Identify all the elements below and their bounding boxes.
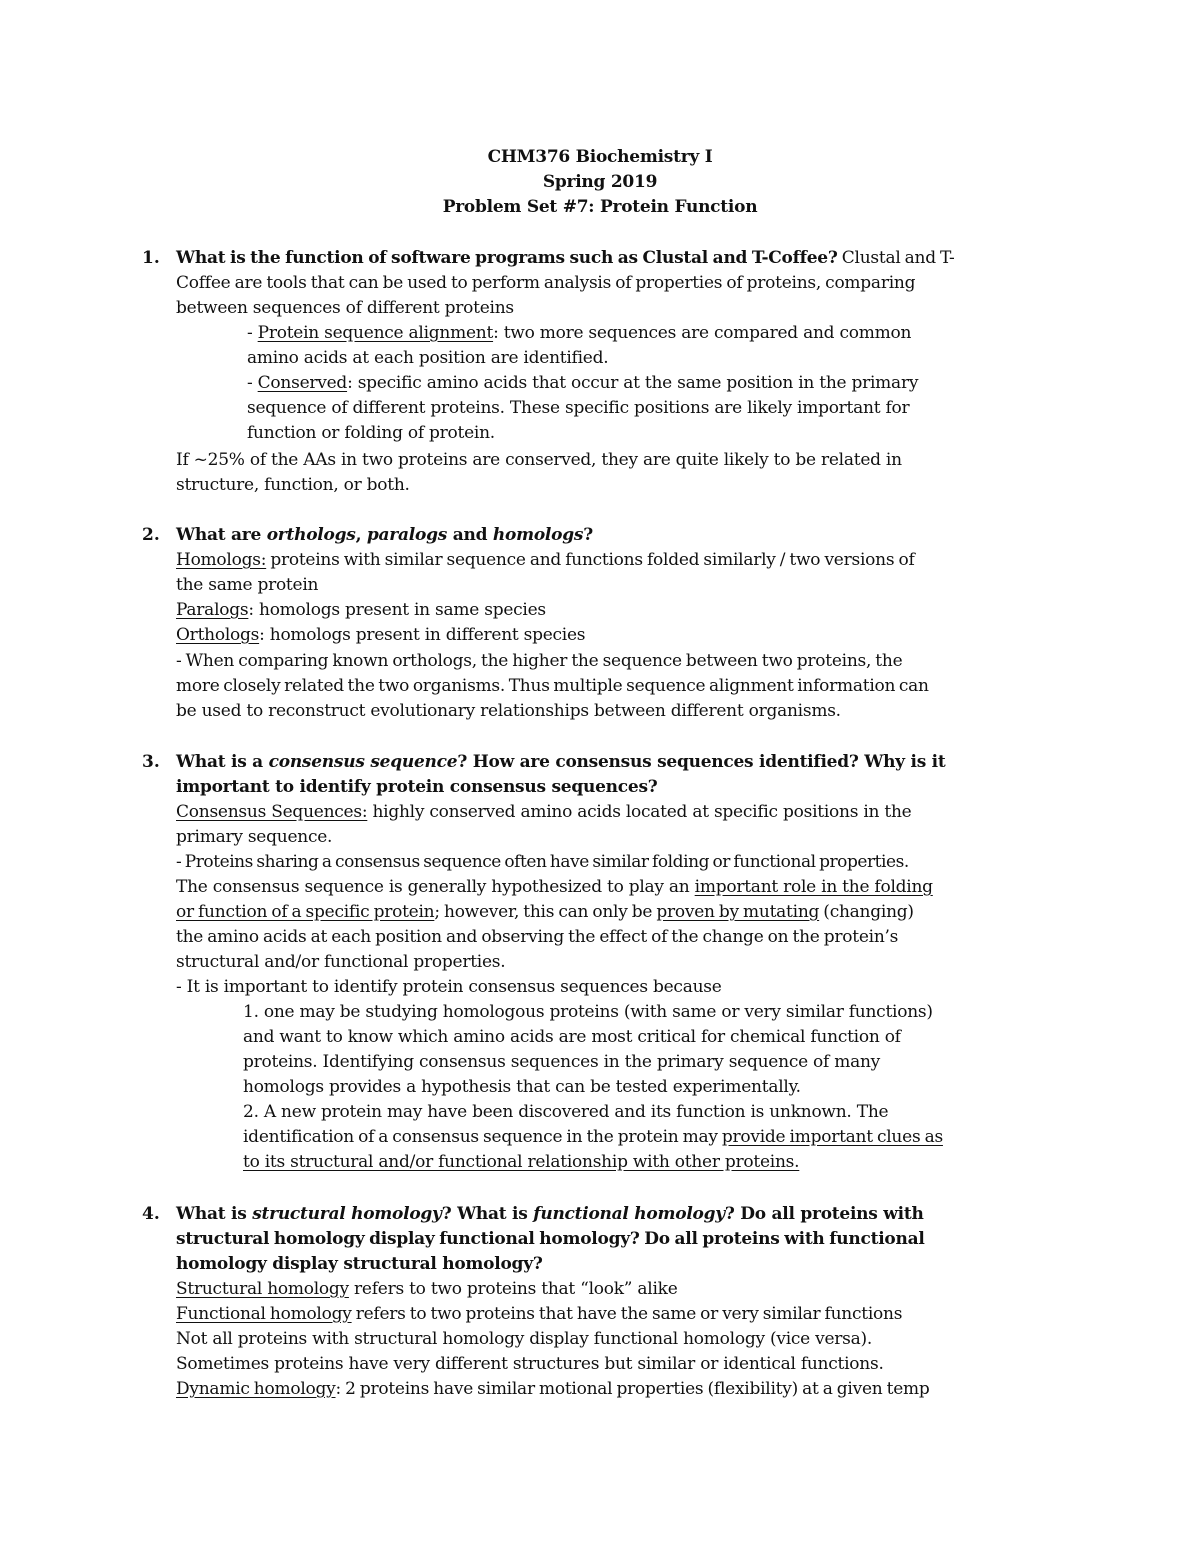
q1-psa-dash: - — [247, 323, 258, 343]
problem-set-title: Problem Set #7: Protein Function — [442, 197, 758, 217]
q1-question: What is the function of software programs such as Clustal and T-Coffee? — [176, 248, 838, 268]
q3-para-line-4: the amino acids at each position and observing the effect of the change on the protein’s — [176, 927, 899, 947]
q1-conserved-dash: - — [247, 373, 258, 393]
q3-cs-line-1 — [176, 801, 911, 823]
q3-p3-underlined-2: proven by mutating — [656, 902, 820, 922]
q3-q-a: What is a — [176, 752, 269, 772]
q3-para-line-5: structural and/or functional properties. — [176, 952, 506, 972]
q3-q-term: consensus sequence — [268, 752, 458, 772]
q1-note-line-2: structure, function, or both. — [176, 475, 410, 495]
q1-line-1 — [176, 247, 954, 269]
q3-p3-text: ; however, this can only be — [434, 902, 657, 922]
q1-conserved-term: Conserved — [257, 373, 348, 393]
q3-question-line-1 — [176, 751, 946, 773]
q3-reason-1-line-4: homologs provides a hypothesis that can be tested experimentally. — [243, 1077, 801, 1097]
q3-cs-term: Consensus Sequences: — [176, 802, 368, 822]
q1-psa-line-2: amino acids at each position are identified. — [247, 348, 609, 368]
q1-psa-def: : two more sequences are compared and common — [493, 323, 912, 343]
q2-q-homologs: homologs — [492, 525, 584, 545]
q4-structural-term: Structural homology — [176, 1279, 349, 1299]
q3-para-line-3 — [176, 901, 914, 923]
q3-r2-text: identification of a consensus sequence in the protein may — [243, 1127, 722, 1147]
q3-r2-underlined: provide important clues as — [721, 1127, 943, 1147]
q4-q-b: ? What is — [441, 1204, 534, 1224]
q3-p2-text: The consensus sequence is generally hypothesized to play an — [176, 877, 695, 897]
q1-answer-start: Clustal and T- — [837, 248, 955, 268]
q2-orthologs-term: Orthologs — [176, 625, 260, 645]
q3-number: 3. — [142, 752, 160, 772]
q2-note-line-2: more closely related the two organisms. Thus multiple sequence alignment information can — [176, 676, 929, 696]
q1-note-line-1: If ~25% of the AAs in two proteins are conserved, they are quite likely to be related in — [176, 450, 902, 470]
q4-dynamic-def: : 2 proteins have similar motional properties (flexibility) at a given temp — [335, 1379, 930, 1399]
term-label: Spring 2019 — [542, 172, 658, 192]
q3-p3-underlined: or function of a specific protein — [176, 902, 435, 922]
q3-p2-underlined: important role in the folding — [694, 877, 933, 897]
q3-reason-2-line-1: 2. A new protein may have been discovered and its function is unknown. The — [243, 1102, 889, 1122]
q3-q-b: ? How are consensus sequences identified? Why is it — [457, 752, 946, 772]
q4-q-functional: functional homology — [533, 1204, 725, 1224]
q3-cs-def: highly conserved amino acids located at specific positions in the — [367, 802, 912, 822]
q3-reason-1-line-3: proteins. Identifying consensus sequences in the primary sequence of many — [243, 1052, 881, 1072]
q2-q-a: What are — [176, 525, 267, 545]
q3-para-line-1: - Proteins sharing a consensus sequence often have similar folding or functional properties. — [176, 852, 909, 872]
q2-homologs-def: proteins with similar sequence and functions folded similarly / two versions of — [266, 550, 915, 570]
q1-psa-term: Protein sequence alignment — [257, 323, 494, 343]
q2-homologs-line-1 — [176, 549, 915, 571]
q2-number: 2. — [142, 525, 160, 545]
q2-q-c: and — [447, 525, 493, 545]
course-title: CHM376 Biochemistry I — [487, 147, 713, 167]
q3-para-line-6: - It is important to identify protein consensus sequences because — [176, 977, 722, 997]
q1-conserved-line-1 — [247, 372, 918, 394]
q1-psa-line-1 — [247, 322, 911, 344]
q4-question-line-3: homology display structural homology? — [176, 1254, 543, 1274]
q2-note-line-3: be used to reconstruct evolutionary relationships between different organisms. — [176, 701, 841, 721]
q2-paralogs-def: : homologs present in same species — [248, 600, 546, 620]
q2-orthologs-line — [176, 624, 585, 646]
q4-q-a: What is — [176, 1204, 253, 1224]
q3-question-line-2: important to identify protein consensus sequences? — [176, 777, 658, 797]
q1-number: 1. — [142, 248, 160, 268]
q2-q-paralogs: paralogs — [366, 525, 448, 545]
q3-cs-line-2: primary sequence. — [176, 827, 333, 847]
q2-note-line-1: - When comparing known orthologs, the higher the sequence between two proteins, the — [176, 651, 903, 671]
q1-conserved-def: : specific amino acids that occur at the same position in the primary — [347, 373, 919, 393]
q3-reason-2-line-2 — [243, 1126, 943, 1148]
q3-reason-1-line-1: 1. one may be studying homologous proteins (with same or very similar functions) — [243, 1002, 933, 1022]
q4-question-line-1 — [176, 1203, 924, 1225]
q4-structural-def: refers to two proteins that “look” alike — [348, 1279, 678, 1299]
q2-q-d: ? — [583, 525, 593, 545]
q4-q-structural: structural homology — [252, 1204, 442, 1224]
q4-question-line-2: structural homology display functional homology? Do all proteins with functional — [176, 1229, 925, 1249]
q4-dynamic-term: Dynamic homology — [176, 1379, 336, 1399]
q2-paralogs-term: Paralogs — [176, 600, 249, 620]
q3-reason-1-line-2: and want to know which amino acids are most critical for chemical function of — [243, 1027, 901, 1047]
q2-q-orthologs: orthologs — [266, 525, 356, 545]
q1-answer-line-2: Coffee are tools that can be used to perform analysis of properties of proteins, comparing — [176, 273, 916, 293]
q4-q-c: ? Do all proteins with — [724, 1204, 924, 1224]
q1-answer-line-3: between sequences of different proteins — [176, 298, 514, 318]
q2-question — [176, 524, 593, 546]
q1-conserved-line-3: function or folding of protein. — [247, 423, 495, 443]
q3-reason-2-line-3: to its structural and/or functional relationship with other proteins. — [243, 1152, 800, 1172]
q3-para-line-2 — [176, 876, 933, 898]
q4-structural-line — [176, 1278, 678, 1300]
q2-paralogs-line — [176, 599, 546, 621]
q4-functional-term: Functional homology — [176, 1304, 352, 1324]
q4-dynamic-line — [176, 1378, 930, 1400]
q4-functional-def: refers to two proteins that have the same or very similar functions — [351, 1304, 903, 1324]
q1-conserved-line-2: sequence of different proteins. These specific positions are likely important for — [247, 398, 910, 418]
q4-number: 4. — [142, 1204, 160, 1224]
q3-p3-end: (changing) — [819, 902, 914, 922]
q2-homologs-line-2: the same protein — [176, 575, 319, 595]
q2-orthologs-def: : homologs present in different species — [259, 625, 586, 645]
q4-functional-line — [176, 1303, 902, 1325]
q4-note-line-2: Sometimes proteins have very different structures but similar or identical functions. — [176, 1354, 884, 1374]
q2-homologs-term: Homologs: — [176, 550, 267, 570]
q2-q-b: , — [355, 525, 367, 545]
q4-note-line-1: Not all proteins with structural homology display functional homology (vice versa). — [176, 1329, 873, 1349]
